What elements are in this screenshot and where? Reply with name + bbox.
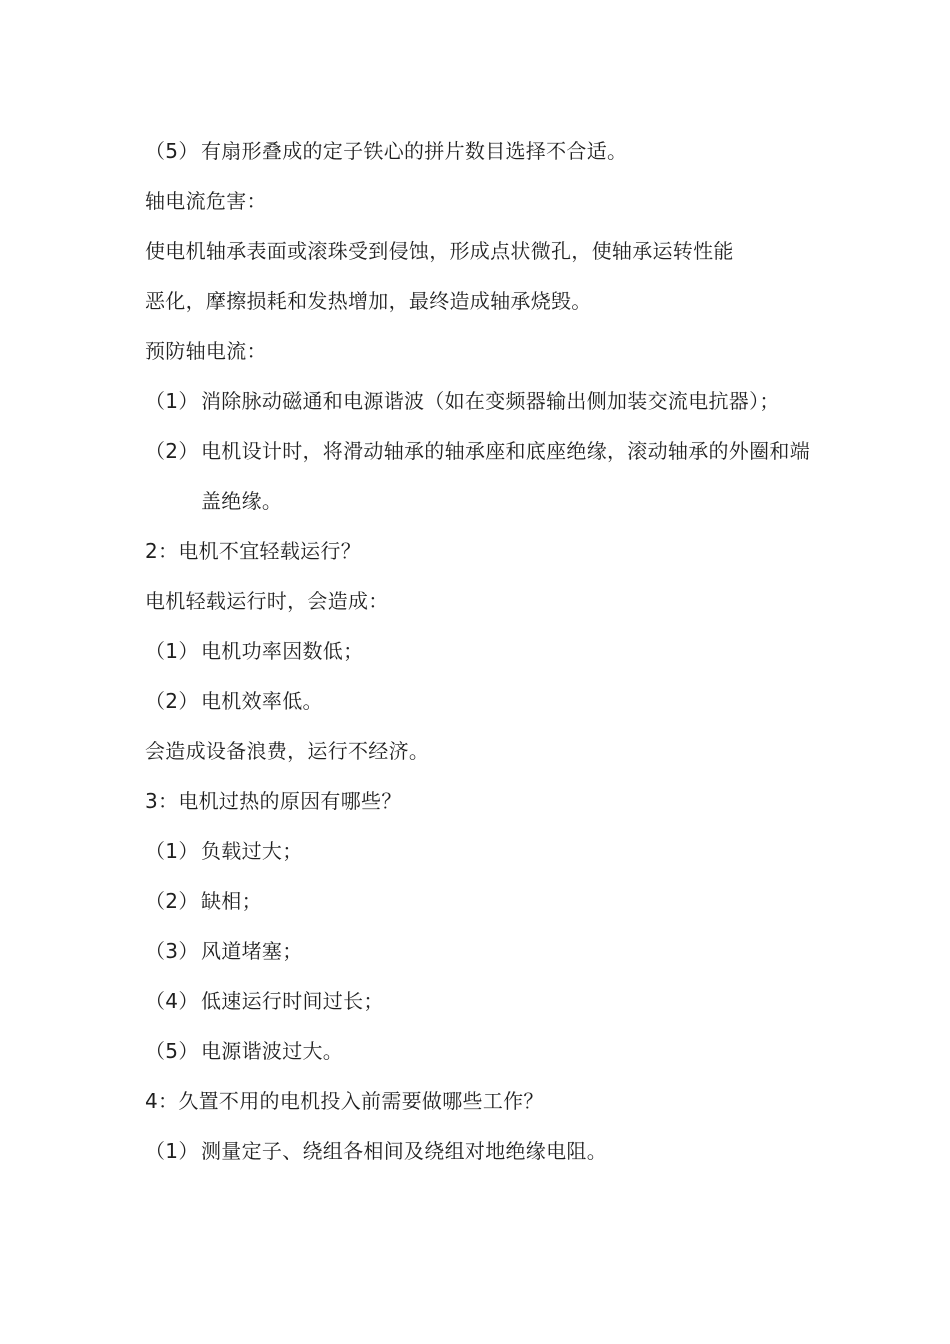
list-item-text: 有扇形叠成的定子铁心的拼片数目选择不合适。: [201, 139, 628, 163]
list-item-text: 电源谐波过大。: [201, 1039, 344, 1063]
list-item: [145, 976, 825, 1026]
question-heading: 2：电机不宜轻载运行？: [145, 539, 362, 563]
list-item-number: （1）: [145, 839, 199, 863]
paragraph-line: 恶化，摩擦损耗和发热增加，最终造成轴承烧毁。: [145, 289, 592, 313]
paragraph-line: 电机轻载运行时，会造成：: [145, 589, 389, 613]
list-item-number: （2）: [145, 889, 199, 913]
list-item-number: （3）: [145, 939, 199, 963]
list-item: [145, 126, 825, 176]
list-item-number: （5）: [145, 139, 199, 163]
paragraph-line: 使电机轴承表面或滚珠受到侵蚀，形成点状微孔，使轴承运转性能: [145, 239, 734, 263]
question-heading: 4：久置不用的电机投入前需要做哪些工作？: [145, 1089, 544, 1113]
list-item: [145, 1026, 825, 1076]
list-item-number: （2）: [145, 689, 199, 713]
list-item-number: （2）: [145, 439, 199, 463]
list-item-text: 消除脉动磁通和电源谐波（如在变频器输出侧加装交流电抗器）；: [201, 389, 780, 413]
list-item: [145, 376, 825, 426]
list-item: [145, 926, 825, 976]
list-item-text: 缺相；: [201, 889, 262, 913]
list-item: [145, 426, 825, 526]
list-item-number: （1）: [145, 1139, 199, 1163]
list-item-text: 测量定子、绕组各相间及绕组对地绝缘电阻。: [201, 1139, 607, 1163]
list-item-text: 电机设计时，将滑动轴承的轴承座和底座绝缘，滚动轴承的外圈和端盖绝缘。: [201, 439, 810, 513]
section-heading: 预防轴电流：: [145, 339, 267, 363]
section-heading: 轴电流危害：: [145, 189, 267, 213]
question-heading: 3：电机过热的原因有哪些？: [145, 789, 402, 813]
list-item: [145, 826, 825, 876]
list-item-text: 低速运行时间过长；: [201, 989, 384, 1013]
list-item-text: 风道堵塞；: [201, 939, 303, 963]
list-item-number: （5）: [145, 1039, 199, 1063]
list-item: [145, 676, 825, 726]
list-item-number: （1）: [145, 639, 199, 663]
paragraph-line: 会造成设备浪费，运行不经济。: [145, 739, 430, 763]
list-item: [145, 626, 825, 676]
list-item-number: （1）: [145, 389, 199, 413]
list-item-text: 电机功率因数低；: [201, 639, 364, 663]
list-item: [145, 1126, 825, 1176]
document-body: [145, 126, 825, 1176]
list-item-number: （4）: [145, 989, 199, 1013]
list-item-text: 电机效率低。: [201, 689, 323, 713]
list-item-text: 负载过大；: [201, 839, 303, 863]
list-item: [145, 876, 825, 926]
